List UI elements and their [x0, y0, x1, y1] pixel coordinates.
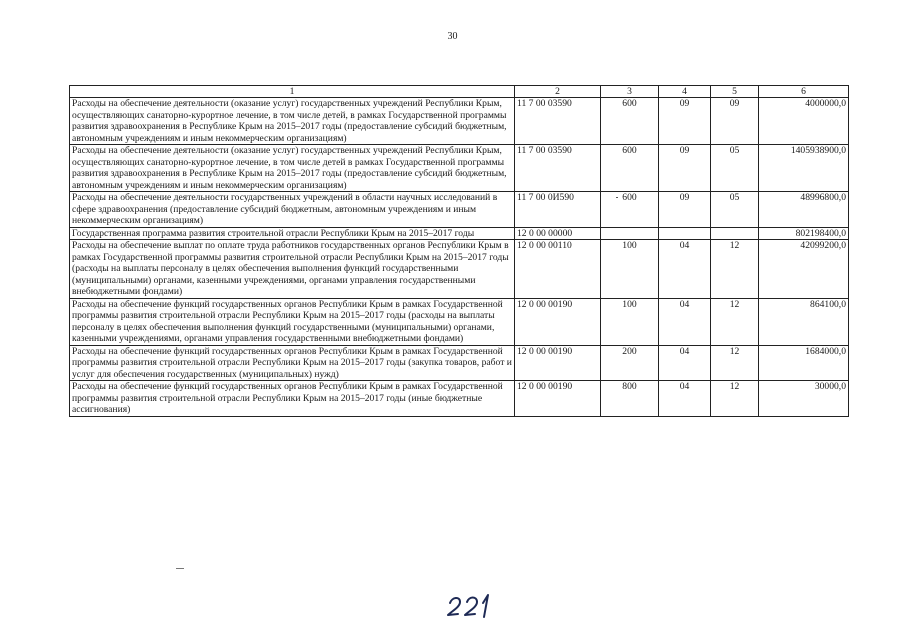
section-code: 09: [659, 145, 711, 192]
expense-type-code: 800: [601, 381, 659, 417]
amount: 48996800,0: [759, 192, 849, 228]
amount: 802198400,0: [759, 227, 849, 240]
amount: 1684000,0: [759, 345, 849, 381]
scan-artifact: [616, 197, 618, 198]
section-code: 04: [659, 381, 711, 417]
expense-type-code: 100: [601, 298, 659, 345]
expense-type-code: 100: [601, 240, 659, 299]
table-row: [70, 345, 849, 381]
expense-type-code: 600: [601, 145, 659, 192]
row-description: Расходы на обеспечение деятельности (оказание услуг) государственных учреждений Республики Крым, осуществляющих санаторно-курортное лечение, в том числе детей, в рамках Государственной программы развития здравоохранения в Республике Крым на 2015–2017 годы (предоставление субсидий бюджетным, автономным учреждениям и иным некоммерческим организациям): [70, 98, 515, 145]
subsection-code: 12: [711, 240, 759, 299]
table-row: [70, 227, 849, 240]
column-header: 5: [711, 86, 759, 98]
amount: 42099200,0: [759, 240, 849, 299]
program-code: 11 7 00 03590: [515, 98, 601, 145]
column-header: 1: [70, 86, 515, 98]
column-header: 6: [759, 86, 849, 98]
table-row: [70, 145, 849, 192]
subsection-code: [711, 227, 759, 240]
row-description: Государственная программа развития строительной отрасли Республики Крым на 2015–2017 годы: [70, 227, 515, 240]
expense-type-code: 600: [601, 192, 659, 228]
expense-type-code: [601, 227, 659, 240]
subsection-code: 12: [711, 381, 759, 417]
amount: 30000,0: [759, 381, 849, 417]
program-code: 11 7 00 0И590: [515, 192, 601, 228]
table-row: [70, 240, 849, 299]
amount: 864100,0: [759, 298, 849, 345]
scan-artifact: [176, 568, 184, 569]
subsection-code: 12: [711, 345, 759, 381]
amount: 4000000,0: [759, 98, 849, 145]
program-code: 12 0 00 00190: [515, 345, 601, 381]
section-code: 09: [659, 192, 711, 228]
column-header: 3: [601, 86, 659, 98]
header-row: [70, 86, 849, 98]
program-code: 12 0 00 00190: [515, 298, 601, 345]
table-row: [70, 381, 849, 417]
program-code: 12 0 00 00000: [515, 227, 601, 240]
section-code: 09: [659, 98, 711, 145]
program-code: 12 0 00 00110: [515, 240, 601, 299]
expense-type-code: 600: [601, 98, 659, 145]
row-description: Расходы на обеспечение функций государственных органов Республики Крым в рамках Государственной программы развития строительной отрасли Республики Крым на 2015–2017 годы (расходы на выплаты персоналу в целях обеспечения выполнения функций государственными (муниципальными) органами, казенными учреждениями, органами управления государственными внебюджетными фондами): [70, 298, 515, 345]
amount: 1405938900,0: [759, 145, 849, 192]
row-description: Расходы на обеспечение деятельности (оказание услуг) государственных учреждений Республики Крым, осуществляющих санаторно-курортное лечение, в том числе детей в рамках Государственной программы развития здравоохранения в Республике Крым на 2015–2017 годы (предоставление субсидий бюджетным, автономным учреждениям и иным некоммерческим организациям): [70, 145, 515, 192]
section-code: 04: [659, 240, 711, 299]
table-row: [70, 98, 849, 145]
handwritten-page-number: [440, 585, 500, 621]
table-row: [70, 298, 849, 345]
row-description: Расходы на обеспечение деятельности государственных учреждений в области научных исследований в сфере здравоохранения (предоставление субсидий бюджетным, автономным учреждениям и иным некоммерческим организациям): [70, 192, 515, 228]
program-code: 11 7 00 03590: [515, 145, 601, 192]
expense-type-code: 200: [601, 345, 659, 381]
subsection-code: 12: [711, 298, 759, 345]
row-description: Расходы на обеспечение функций государственных органов Республики Крым в рамках Государственной программы развития строительной отрасли Республики Крым на 2015–2017 годы (иные бюджетные ассигнования): [70, 381, 515, 417]
subsection-code: 05: [711, 192, 759, 228]
page-number: 30: [447, 31, 458, 42]
program-code: 12 0 00 00190: [515, 381, 601, 417]
subsection-code: 09: [711, 98, 759, 145]
table-row: [70, 192, 849, 228]
row-description: Расходы на обеспечение функций государственных органов Республики Крым в рамках Государственной программы развития строительной отрасли Республики Крым на 2015–2017 годы (закупка товаров, работ и услуг для обеспечения государственных (муниципальных) нужд): [70, 345, 515, 381]
section-code: 04: [659, 345, 711, 381]
section-code: 04: [659, 298, 711, 345]
subsection-code: 05: [711, 145, 759, 192]
section-code: [659, 227, 711, 240]
budget-table: [69, 85, 849, 417]
column-header: 4: [659, 86, 711, 98]
column-header: 2: [515, 86, 601, 98]
row-description: Расходы на обеспечение выплат по оплате труда работников государственных органов Республики Крым в рамках Государственной программы развития строительной отрасли Республики Крым на 2015–2017 годы (расходы на выплаты персоналу в целях обеспечения выполнения функций государственными (муниципальными) органами, казенными учреждениями, органами управления государственными внебюджетными фондами): [70, 240, 515, 299]
